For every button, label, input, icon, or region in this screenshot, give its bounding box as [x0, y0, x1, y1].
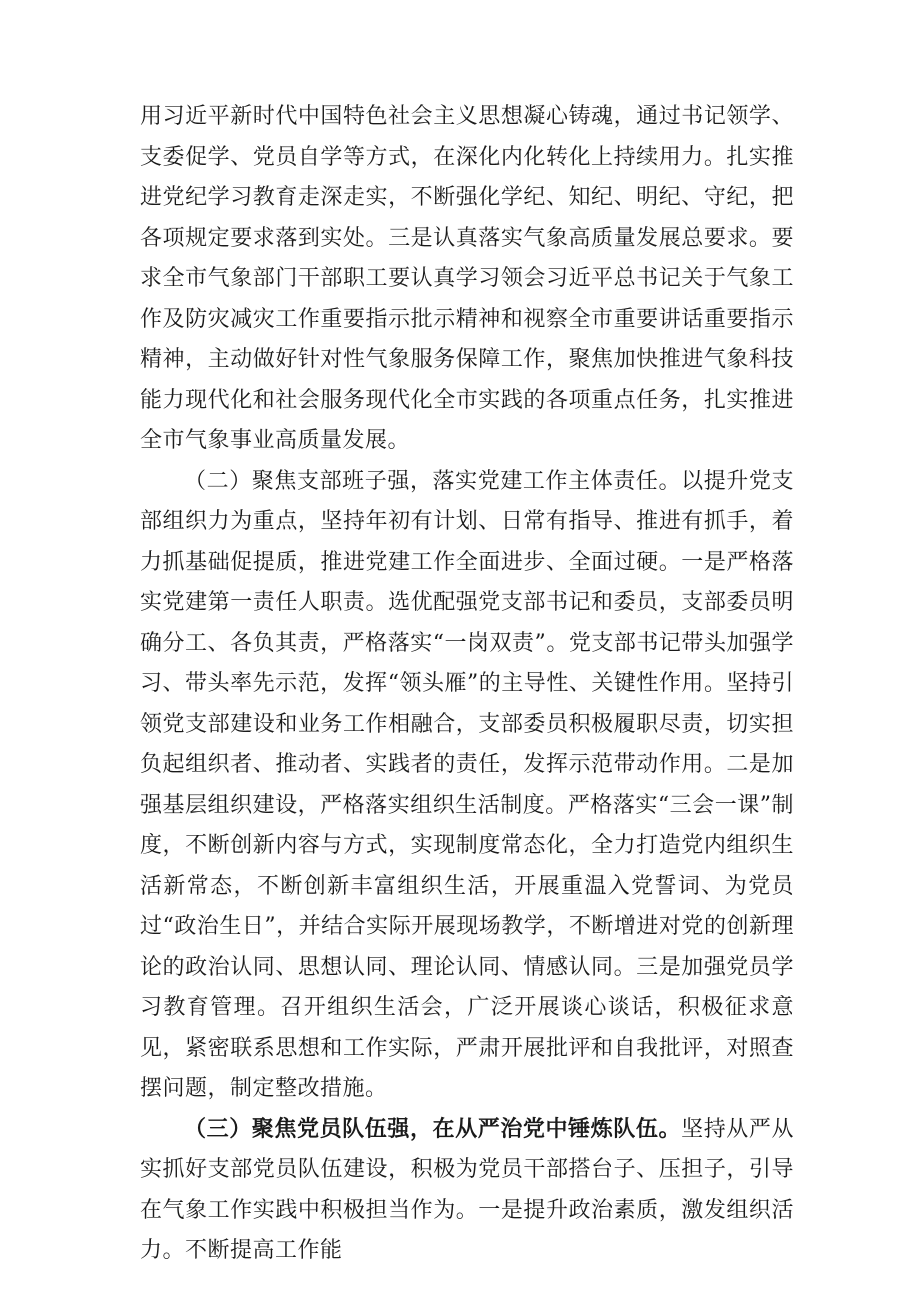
paragraph-1-text: 用习近平新时代中国特色社会主义思想凝心铸魂，通过书记领学、支委促学、党员自学等方式，在深化内化转化上持续用力。扎实推进党纪学习教育走深走实，不断强化学纪、知纪、明纪、守纪，把各项规定要求落到实处。三是认真落实气象高质量发展总要求。要求全市气象部门干部职工要认真学习领会习近平总书记关于气象工作及防灾减灾工作重要指示批示精神和视察全市重要讲话重要指示精神，主动做好针对性气象服务保障工作，聚焦加快推进气象科技能力现代化和社会服务现代化全市实践的各项重点任务，扎实推进全市气象事业高质量发展。	[140, 104, 794, 453]
paragraph-1	[140, 97, 794, 462]
paragraph-3-heading: （三）聚焦党员队伍强，在从严治党中锤炼队伍。	[184, 1116, 682, 1142]
document-body	[140, 97, 794, 1272]
paragraph-3-text: 坚持从严从实抓好支部党员队伍建设，积极为党员干部搭台子、压担子，引导在气象工作实践中积极担当作为。一是提升政治素质，激发组织活力。不断提高工作能	[140, 1116, 794, 1263]
paragraph-2	[140, 462, 794, 1110]
paragraph-3	[140, 1110, 794, 1272]
paragraph-2-text: （二）聚焦支部班子强，落实党建工作主体责任。以提升党支部组织力为重点，坚持年初有计划、日常有指导、推进有抓手，着力抓基础促提质，推进党建工作全面进步、全面过硬。一是严格落实党建第一责任人职责。选优配强党支部书记和委员，支部委员明确分工、各负其责，严格落实“一岗双责”。党支部书记带头加强学习、带头率先示范，发挥“领头雁”的主导性、关键性作用。坚持引领党支部建设和业务工作相融合，支部委员积极履职尽责，切实担负起组织者、推动者、实践者的责任，发挥示范带动作用。二是加强基层组织建设，严格落实组织生活制度。严格落实“三会一课”制度，不断创新内容与方式，实现制度常态化，全力打造党内组织生活新常态，不断创新丰富组织生活，开展重温入党誓词、为党员过“政治生日”，并结合实际开展现场教学，不断增进对党的创新理论的政治认同、思想认同、理论认同、情感认同。三是加强党员学习教育管理。召开组织生活会，广泛开展谈心谈话，积极征求意见，紧密联系思想和工作实际，严肃开展批评和自我批评，对照查摆问题，制定整改措施。	[140, 468, 794, 1101]
